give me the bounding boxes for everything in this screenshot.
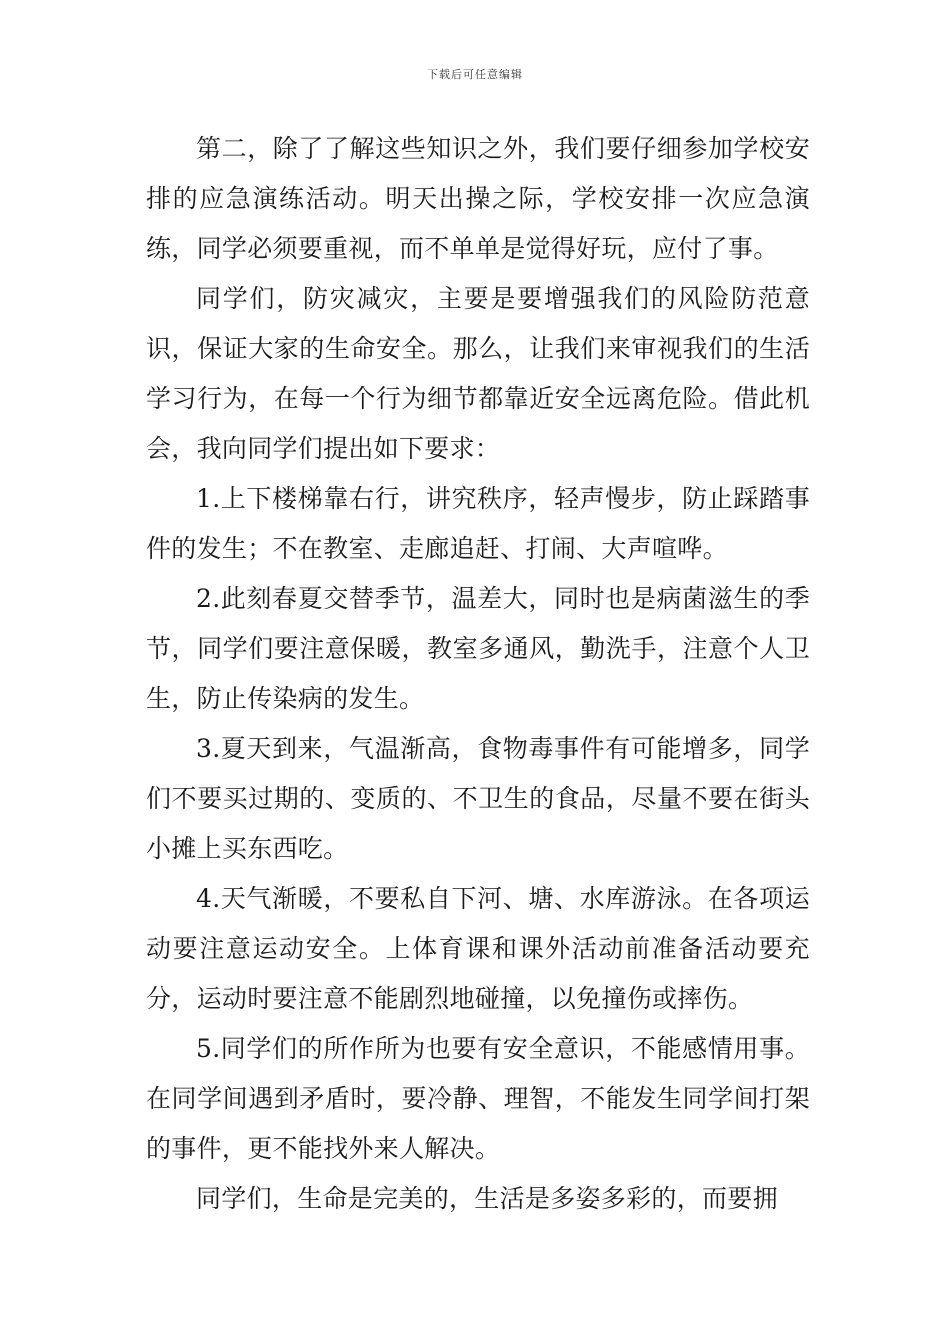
paragraph-disaster-prevention: 同学们，防灾减灾，主要是要增强我们的风险防范意识，保证大家的生命安全。那么，让我们来审视我们的生活学习行为，在每一个行为细节都靠近安全远离危险。借此机会，我向同学们提出如下要求： xyxy=(146,284,810,463)
paragraph-rule-3: 3.夏天到来，气温渐高，食物毒事件有可能增多，同学们不要买过期的、变质的、不卫生的食品，尽量不要在街头小摊上买东西吃。 xyxy=(146,734,810,863)
body-text xyxy=(146,124,810,1224)
paragraph-rule-2: 2.此刻春夏交替季节，温差大，同时也是病菌滋生的季节，同学们要注意保暖，教室多通风，勤洗手，注意个人卫生，防止传染病的发生。 xyxy=(146,584,810,713)
header-note: 下载后可任意编辑 xyxy=(427,68,523,81)
paragraph-rule-1: 1.上下楼梯靠右行，讲究秩序，轻声慢步，防止踩踏事件的发生；不在教室、走廊追赶、打闹、大声喧哗。 xyxy=(146,484,810,563)
paragraph-rule-4: 4.天气渐暖，不要私自下河、塘、水库游泳。在各项运动要注意运动安全。上体育课和课外活动前准备活动要充分，运动时要注意不能剧烈地碰撞，以免撞伤或摔伤。 xyxy=(146,884,810,1013)
paragraph-closing: 同学们，生命是完美的，生活是多姿多彩的，而要拥 xyxy=(196,1184,778,1213)
paragraph-rule-5: 5.同学们的所作所为也要有安全意识，不能感情用事。在同学间遇到矛盾时，要冷静、理智，不能发生同学间打架的事件，更不能找外来人解决。 xyxy=(146,1034,810,1163)
paragraph-drill: 第二，除了了解这些知识之外，我们要仔细参加学校安排的应急演练活动。明天出操之际，学校安排一次应急演练，同学必须要重视，而不单单是觉得好玩，应付了事。 xyxy=(146,134,810,263)
